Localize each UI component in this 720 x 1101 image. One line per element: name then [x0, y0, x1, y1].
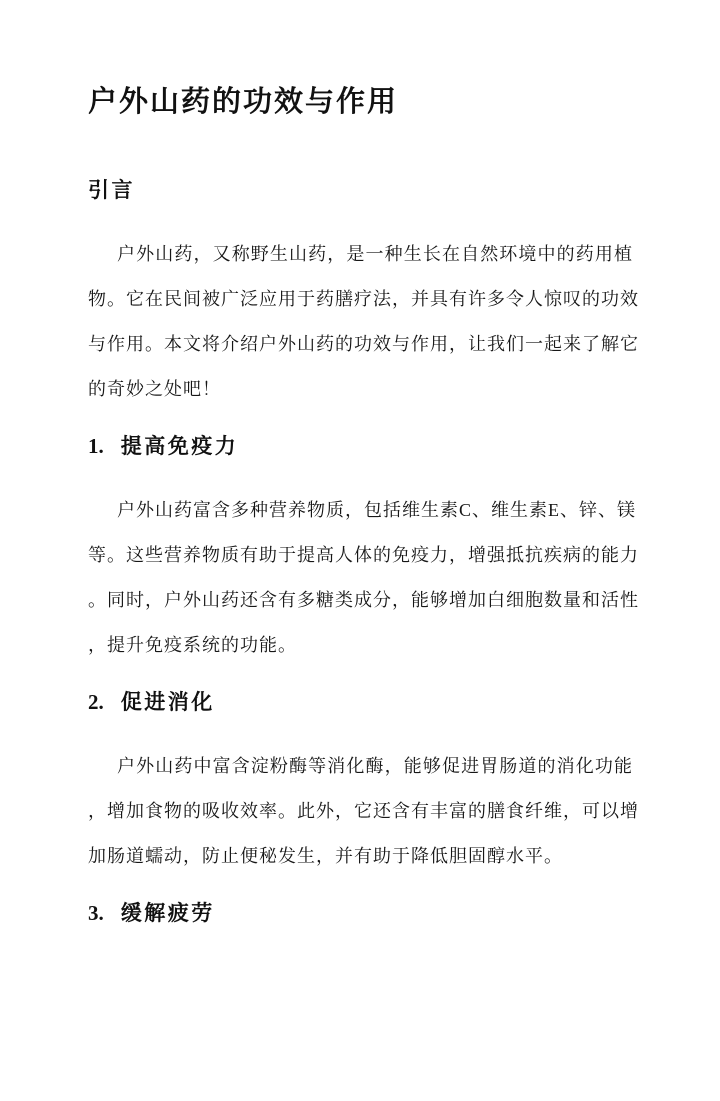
section-label: 提高免疫力 [120, 434, 239, 458]
section-heading-3 [88, 899, 633, 927]
text-line: 户外山药中富含淀粉酶等消化酶，能够促进胃肠道的消化功能 [117, 756, 633, 776]
section-label: 促进消化 [120, 690, 215, 714]
text-line: 加肠道蠕动，防止便秘发生，并有助于降低胆固醇水平。 [88, 846, 563, 866]
text-line: 的奇妙之处吧！ [88, 379, 221, 399]
section-number: 3. [88, 901, 104, 925]
section-digestion [88, 688, 639, 879]
text-line: 等。这些营养物质有助于提高人体的免疫力，增强抵抗疾病的能力 [88, 545, 639, 565]
text-line: 户外山药富含多种营养物质，包括维生素C、维生素E、锌、镁 [117, 500, 636, 520]
text-line: ，提升免疫系统的功能。 [88, 635, 297, 655]
section-number: 1. [88, 434, 104, 458]
paragraph [88, 744, 639, 879]
section-immunity [88, 432, 639, 668]
document-body [0, 84, 720, 1101]
section-heading-1 [88, 432, 633, 460]
text-line: 物。它在民间被广泛应用于药膳疗法，并具有许多令人惊叹的功效 [88, 289, 639, 309]
section-label: 引言 [88, 178, 135, 202]
paragraph [88, 232, 639, 412]
section-number: 2. [88, 690, 104, 714]
document-page [0, 84, 720, 1101]
section-heading-intro [88, 176, 633, 204]
section-heading-2 [88, 688, 633, 716]
section-intro [88, 176, 639, 412]
text-line: 与作用。本文将介绍户外山药的功效与作用，让我们一起来了解它 [88, 334, 639, 354]
section-label: 缓解疲劳 [120, 901, 215, 925]
document-title: 户外山药的功效与作用 [88, 86, 399, 118]
text-line: 户外山药，又称野生山药，是一种生长在自然环境中的药用植 [117, 244, 633, 264]
section-fatigue [88, 899, 633, 927]
text-line: 。同时，户外山药还含有多糖类成分，能够增加白细胞数量和活性 [88, 590, 639, 610]
paragraph [88, 488, 639, 668]
text-line: ，增加食物的吸收效率。此外，它还含有丰富的膳食纤维，可以增 [88, 801, 639, 821]
